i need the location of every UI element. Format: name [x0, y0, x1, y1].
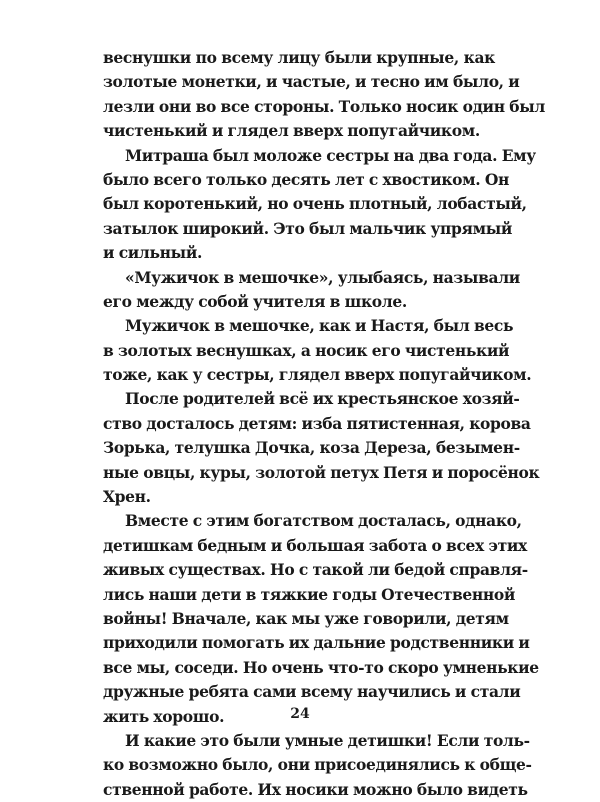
page-text: [103, 46, 545, 802]
text-line: ко возможно было, они присоединялись к обще-: [103, 755, 532, 775]
text-line: лись наши дети в тяжкие годы Отечественной: [103, 584, 516, 604]
text-line: приходили помогать их дальние родственники и: [103, 633, 530, 653]
text-line: И какие это были умные детишки! Если толь-: [125, 730, 530, 750]
paragraph: [103, 314, 532, 387]
text-line: его между собой учителя в школе.: [103, 291, 407, 311]
text-line: ство досталось детям: изба пятистенная, корова: [103, 413, 531, 433]
text-line: Мужичок в мешочке, как и Настя, был весь: [125, 316, 514, 336]
text-line: войны! Вначале, как мы уже говорили, детям: [103, 608, 509, 628]
page-number: 24: [290, 706, 310, 722]
paragraph: [103, 266, 520, 315]
text-line: ственной работе. Их носики можно было видеть: [103, 779, 528, 799]
paragraph: [103, 509, 539, 729]
text-line: Зорька, телушка Дочка, коза Дереза, безымен-: [103, 438, 520, 458]
paragraph: [103, 729, 532, 802]
text-line: и сильный.: [103, 243, 203, 263]
paragraph: [103, 46, 545, 144]
text-line: веснушки по всему лицу были крупные, как: [103, 48, 495, 67]
text-line: детишкам бедным и большая забота о всех этих: [103, 535, 527, 555]
text-line: Вместе с этим богатством досталась, однако,: [125, 511, 522, 531]
text-line: ные овцы, куры, золотой петух Петя и поросёнок: [103, 462, 540, 482]
text-line: чистенький и глядел вверх попугайчиком.: [103, 121, 480, 141]
text-line: дружные ребята сами всему научились и стали: [103, 682, 521, 702]
text-line: Митраша был моложе сестры на два года. Ему: [125, 145, 536, 165]
paragraph: [103, 387, 540, 509]
paragraph: [103, 144, 536, 266]
text-line: в золотых веснушках, а носик его чистенький: [103, 340, 510, 360]
text-line: тоже, как у сестры, глядел вверх попугайчиком.: [103, 365, 532, 385]
text-line: было всего только десять лет с хвостиком. Он: [103, 169, 510, 189]
text-line: «Мужичок в мешочке», улыбаясь, называли: [125, 267, 520, 287]
text-line: После родителей всё их крестьянское хозяй-: [125, 389, 520, 409]
text-line: жить хорошо.: [103, 706, 225, 726]
text-line: Хрен.: [103, 487, 151, 507]
text-line: все мы, соседи. Но очень что-то скоро умненькие: [103, 657, 539, 677]
text-line: затылок широкий. Это был мальчик упрямый: [103, 218, 513, 238]
text-line: золотые монетки, и частые, и тесно им было, и: [103, 72, 520, 92]
text-line: лезли они во все стороны. Только носик один был: [103, 96, 545, 116]
text-line: живых существах. Но с такой ли бедой справля-: [103, 560, 528, 580]
text-line: был коротенький, но очень плотный, лобастый,: [103, 194, 527, 214]
